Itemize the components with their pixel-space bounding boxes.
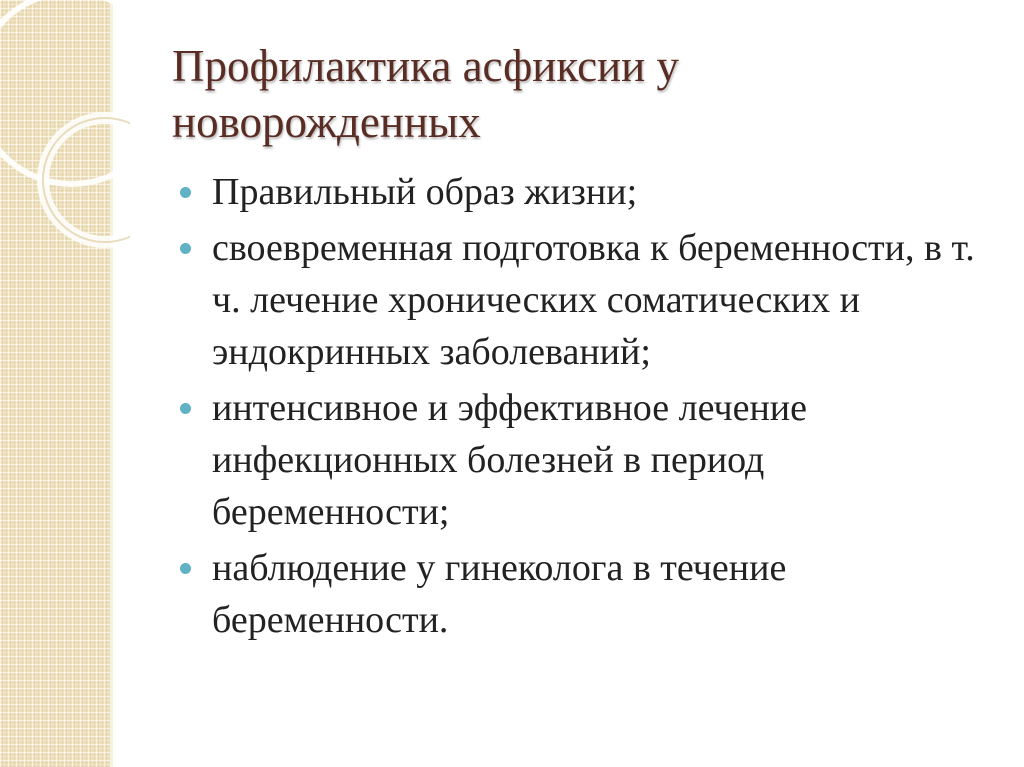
list-item-text: интенсивное и эффективное лечение инфекционных болезней в период беременности; — [212, 387, 808, 533]
list-item-text: своевременная подготовка к беременности, в т. ч. лечение хронических соматических и эндокринных заболеваний; — [212, 227, 975, 373]
bullet-dot-icon — [180, 403, 191, 414]
bullet-dot-icon — [180, 243, 191, 254]
list-item — [180, 166, 980, 218]
bullet-list — [180, 166, 980, 650]
bullet-dot-icon — [180, 187, 191, 198]
ring-upper — [0, 0, 130, 184]
decorative-rings — [0, 0, 130, 260]
list-item — [180, 222, 980, 378]
slide-title: Профилактика асфиксии у новорожденных — [172, 41, 679, 147]
list-item-text: Правильный образ жизни; — [212, 171, 638, 213]
list-item — [180, 542, 980, 646]
bullet-dot-icon — [180, 563, 191, 574]
list-item-text: наблюдение у гинеколога в течение беременности. — [212, 547, 787, 641]
list-item — [180, 382, 980, 538]
